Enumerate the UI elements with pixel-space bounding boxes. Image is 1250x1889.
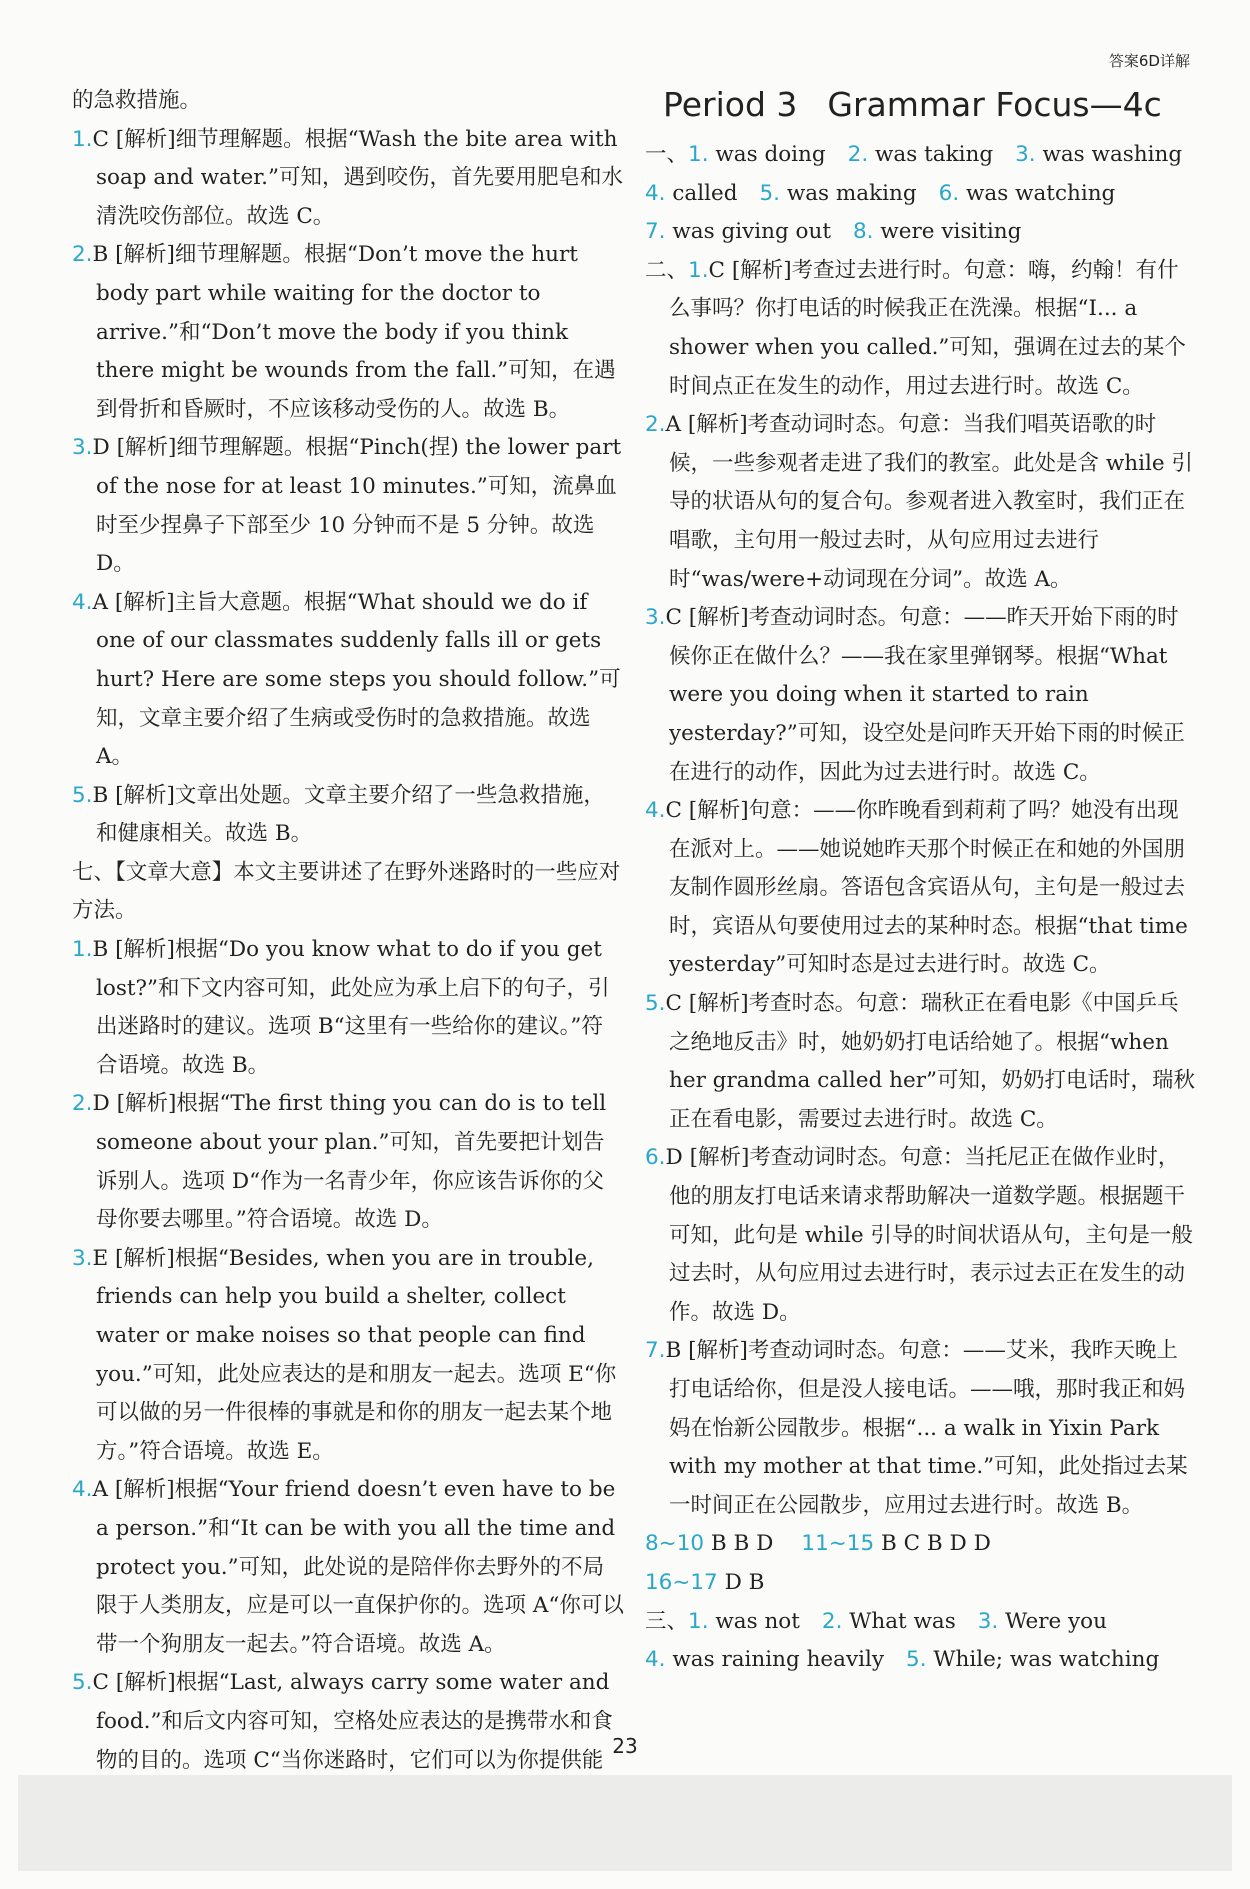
answer-item-l6-1	[72, 121, 624, 237]
item-text: was giving out	[672, 219, 831, 245]
answer-item-l7-3	[72, 1240, 624, 1472]
item-number: 1.	[688, 1608, 709, 1634]
answer-item-l6-4	[72, 584, 624, 777]
item-number: 2.	[847, 142, 869, 167]
part1-row-3	[645, 213, 1197, 252]
item-text: were visiting	[880, 219, 1022, 245]
part2-mc-row-1	[645, 1525, 1197, 1564]
item-text: While; was watching	[933, 1647, 1160, 1673]
item-number: 2.	[821, 1608, 843, 1634]
item-number: 7.	[645, 1338, 666, 1364]
item-number: 6.	[645, 1145, 666, 1171]
item-text: D [解析]根据“The first thing you can do is to tell someone about your plan.”可知，首先要把计划告诉别人。选项 D“作为一名青少年，你应该告诉你的父母你要去哪里。”符合语境。故选 D。	[92, 1091, 607, 1233]
part3-row-1	[645, 1603, 1197, 1642]
item-number: 8.	[853, 219, 874, 245]
item-number: 3.	[72, 1245, 93, 1271]
answer-item-r2-4	[645, 792, 1197, 985]
item-text: C [解析]细节理解题。根据“Wash the bite area with soap and water.”可知，遇到咬伤，首先要用肥皂和水清洗咬伤部位。故选 C。	[92, 126, 623, 229]
answer-item-r2-3	[645, 599, 1197, 792]
period-title	[663, 80, 1197, 130]
part1-row-2	[645, 175, 1197, 214]
left-column	[72, 82, 624, 1819]
item-text: C [解析]句意：——你昨晚看到莉莉了吗？她没有出现在派对上。——她说她昨天那个时候正在和她的外国朋友制作圆形丝扇。答语包含宾语从句，主句是一般过去时，宾语从句要使用过去的某种时态。根据“that time yesterday”可知时态是过去进行时。故选 C。	[665, 798, 1188, 978]
item-number: 1.	[688, 257, 709, 283]
item-number: 16~17	[645, 1569, 718, 1595]
period-title-main: Period 3	[663, 85, 798, 124]
item-number: 3.	[72, 435, 93, 461]
answer-item-l6-3	[72, 429, 624, 583]
answer-item-r2-1	[645, 252, 1197, 406]
page-number: 23	[612, 1734, 638, 1758]
item-number: 4.	[645, 180, 666, 206]
item-text: A [解析]根据“Your friend doesn’t even have to be a person.”和“It can be with you all the time and protect you.”可知，此处说的是陪伴你去野外的不局限于人类朋友，应是可以一直保护你的。选项 A“你可以带一个狗朋友一起去。”符合语境。故选 A。	[92, 1477, 624, 1657]
section-7-heading: 七、【文章大意】本文主要讲述了在野外迷路时的一些应对方法。	[72, 859, 621, 924]
item-number: 3.	[645, 605, 666, 631]
item-text: C [解析]考查过去进行时。句意：嗨，约翰！有什么事吗？你打电话的时候我正在洗澡。根据“I... a shower when you called.”可知，强调在过去的某个时间点正在发生的动作，用过去进行时。故选 C。	[669, 257, 1186, 399]
item-text: B [解析]考查动词时态。句意：——艾米，我昨天晚上打电话给你，但是没人接电话。——哦，那时我正和妈妈在怡新公园散步。根据“... a walk in Yixin Park with my mother at that time.”可知，此处指过去某一时间正在公园散步，应用过去进行时。故选 B。	[665, 1338, 1188, 1518]
item-number: 2.	[72, 242, 93, 268]
item-number: 3.	[1015, 142, 1036, 167]
item-text: B C B D D	[881, 1531, 991, 1557]
item-number: 6.	[938, 180, 960, 206]
item-number: 7.	[645, 219, 666, 245]
part3-label: 三、	[645, 1608, 689, 1634]
item-text: B B D	[710, 1531, 774, 1557]
item-text: D [解析]考查动词时态。句意：当托尼正在做作业时，他的朋友打电话来请求帮助解决一道数学题。根据题干可知，此句是 while 引导的时间状语从句，主句是一般过去时，从句应用过去进行时，表示过去正在发生的动作。故选 D。	[665, 1145, 1193, 1325]
item-text: C [解析]根据“Last, always carry some water and food.”和后文内容可知，空格处应表达的是携带水和食物的目的。选项 C“当你迷路时，它们可以为你提供能	[92, 1670, 613, 1773]
item-text: A [解析]考查动词时态。句意：当我们唱英语歌的时候，一些参观者走进了我们的教室。此处是含 while 引导的状语从句的复合句。参观者进入教室时，我们正在唱歌，主句用一般过去时，从句应用过去进行时“was/were+动词现在分词”。故选 A。	[665, 412, 1193, 592]
item-text: called	[672, 180, 738, 206]
item-text: E [解析]根据“Besides, when you are in trouble, friends can help you build a shelter, collect water or make noises so that people can find you.”可知，此处应表达的是和朋友一起去。选项 E“你可以做的另一件很棒的事就是和你的朋友一起去某个地方。”符合语境。故选 E。	[92, 1245, 617, 1464]
item-number: 5.	[645, 991, 666, 1017]
item-number: 5.	[906, 1647, 927, 1673]
item-text: Were you	[1005, 1608, 1107, 1634]
item-text: was washing	[1042, 142, 1183, 167]
part2-label: 二、	[645, 257, 689, 283]
item-text: C [解析]考查动词时态。句意：——昨天开始下雨的时候你正在做什么？——我在家里弹钢琴。根据“What were you doing when it started to rain yesterday?”可知，设空处是问昨天开始下雨的时候正在进行的动作，因此为过去进行时。故选 C。	[665, 605, 1185, 785]
answer-item-r2-2	[645, 406, 1197, 599]
part1-label: 一、	[645, 142, 689, 167]
answer-item-l7-4	[72, 1471, 624, 1664]
period-title-sub: Grammar Focus—4c	[827, 85, 1162, 124]
answer-item-l7-1	[72, 931, 624, 1085]
answer-header: 答案6D详解	[1108, 52, 1190, 70]
bottom-margin-band	[18, 1775, 1232, 1871]
item-text: A [解析]主旨大意题。根据“What should we do if one of our classmates suddenly falls ill or gets hurt? Here are some steps you should follow.”可知，文章主要介绍了生病或受伤时的急救措施。故选 A。	[92, 589, 621, 770]
answer-item-l7-2	[72, 1085, 624, 1239]
part1-row-1	[645, 136, 1197, 175]
item-number: 2.	[645, 412, 666, 438]
item-number: 1.	[688, 142, 709, 167]
answer-item-l6-2	[72, 236, 624, 429]
answer-item-r2-6	[645, 1139, 1197, 1332]
part3-row-2	[645, 1641, 1197, 1680]
item-text: D [解析]细节理解题。根据“Pinch(捏) the lower part of the nose for at least 10 minutes.”可知，流鼻血时至少捏鼻子下部至少 10 分钟而不是 5 分钟。故选 D。	[92, 435, 622, 577]
item-text: was doing	[715, 142, 826, 167]
answer-item-r2-7	[645, 1332, 1197, 1525]
item-number: 4.	[72, 1477, 93, 1503]
item-number: 4.	[72, 589, 93, 615]
item-number: 5.	[759, 180, 780, 206]
item-number: 5.	[72, 1670, 93, 1696]
item-text: was raining heavily	[672, 1647, 885, 1673]
item-text: C [解析]考查时态。句意：瑞秋正在看电影《中国乒乓之绝地反击》时，她奶奶打电话给她了。根据“when her grandma called her”可知，奶奶打电话时，瑞秋正在看电影，需要过去进行时。故选 C。	[665, 991, 1195, 1132]
item-number: 3.	[977, 1608, 999, 1634]
right-column	[645, 82, 1197, 1680]
answer-item-r2-5	[645, 985, 1197, 1139]
item-number: 8~10	[645, 1531, 705, 1557]
item-text: was taking	[875, 142, 994, 167]
item-number: 4.	[645, 798, 666, 824]
item-number: 5.	[72, 782, 93, 808]
item-number: 1.	[72, 937, 93, 963]
part2-mc-row-2	[645, 1564, 1197, 1603]
item-number: 11~15	[801, 1531, 875, 1557]
intro-text: 的急救措施。	[72, 88, 202, 113]
item-text: was making	[786, 180, 917, 206]
item-text: D B	[724, 1569, 765, 1595]
item-text: What was	[849, 1608, 956, 1634]
answer-item-l6-5	[72, 777, 624, 854]
item-text: was watching	[966, 180, 1116, 206]
item-number: 4.	[645, 1647, 666, 1673]
item-text: B [解析]细节理解题。根据“Don’t move the hurt body part while waiting for the doctor to arrive.”和“Don’t move the body if you think there might be wounds from the fall.”可知，在遇到骨折和昏厥时，不应该移动受伤的人。故选 B。	[92, 242, 616, 422]
item-number: 2.	[72, 1091, 93, 1117]
item-text: B [解析]文章出处题。文章主要介绍了一些急救措施，和健康相关。故选 B。	[92, 782, 605, 847]
item-text: B [解析]根据“Do you know what to do if you get lost?”和下文内容可知，此处应为承上启下的句子，引出迷路时的建议。选项 B“这里有一些给你的建议。”符合语境。故选 B。	[92, 937, 610, 1078]
item-text: was not	[715, 1608, 800, 1634]
item-number: 1.	[72, 126, 93, 152]
